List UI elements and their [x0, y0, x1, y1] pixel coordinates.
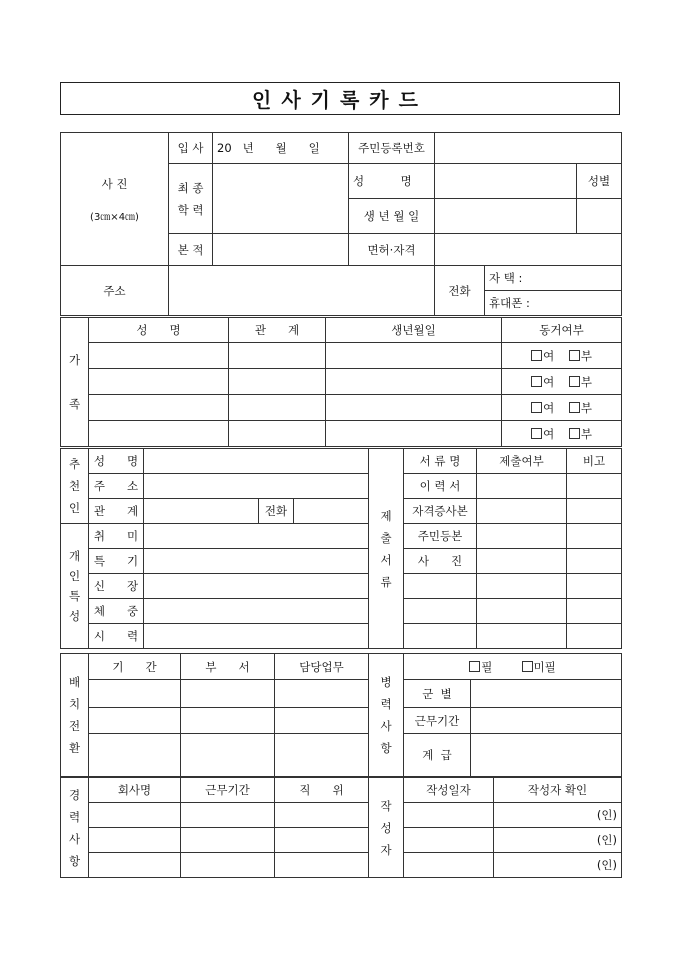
document-submitted-field[interactable]	[477, 549, 567, 574]
traits-side-label: 개 인 특 성	[61, 524, 89, 649]
trait-eyesight-label: 시 력	[89, 624, 144, 649]
document-submitted-field[interactable]	[477, 624, 567, 649]
referrer-phone-cell[interactable]	[259, 499, 369, 524]
career-position-field[interactable]	[275, 828, 369, 853]
family-header-name: 성 명	[89, 318, 229, 343]
id-number-label: 주민등록번호	[349, 133, 435, 164]
transfer-duty-field[interactable]	[275, 734, 369, 777]
referrer-side-label: 추 천 인	[61, 449, 89, 524]
cohabit-no-checkbox[interactable]	[569, 375, 592, 389]
cohabit-no-checkbox[interactable]	[569, 401, 592, 415]
checkbox-icon	[569, 428, 580, 439]
career-company-field[interactable]	[89, 803, 181, 828]
documents-header-submitted: 제출여부	[477, 449, 567, 474]
document-photo-label: 사 진	[404, 549, 477, 574]
education-field[interactable]	[213, 164, 349, 234]
writer-seal[interactable]: (인)	[494, 828, 622, 853]
checkbox-icon	[522, 661, 533, 672]
trait-hobby-label: 취 미	[89, 524, 144, 549]
career-period-field[interactable]	[181, 828, 275, 853]
cohabit-yes-label: 여	[543, 400, 555, 415]
cohabit-no-label: 부	[580, 374, 592, 389]
document-note-field[interactable]	[567, 524, 622, 549]
family-birth-field[interactable]	[326, 421, 502, 447]
checkbox-icon	[531, 428, 542, 439]
family-table	[60, 317, 622, 447]
career-row	[61, 853, 622, 878]
origin-label: 본 적	[169, 234, 213, 266]
birth-label: 생 년 월 일	[349, 199, 435, 234]
origin-field[interactable]	[213, 234, 349, 266]
cohabit-no-checkbox[interactable]	[569, 427, 592, 441]
family-row	[61, 421, 622, 447]
document-submitted-field[interactable]	[477, 599, 567, 624]
mobile-phone-label[interactable]: 휴대폰 :	[485, 291, 622, 316]
transfer-header-period: 기 간	[89, 654, 181, 680]
document-note-field[interactable]	[567, 499, 622, 524]
transfer-period-field[interactable]	[89, 734, 181, 777]
name-label: 성 명	[349, 164, 435, 199]
military-done-checkbox[interactable]	[469, 660, 492, 674]
join-date[interactable]: 20 년 월 일	[213, 133, 349, 164]
document-registry-label: 주민등본	[404, 524, 477, 549]
document-note-field[interactable]	[567, 574, 622, 599]
document-submitted-field[interactable]	[477, 574, 567, 599]
documents-header-name: 서 류 명	[404, 449, 477, 474]
military-rank-label: 계 급	[404, 734, 471, 777]
document-note-field[interactable]	[567, 624, 622, 649]
photo-label: 사 진	[101, 176, 128, 191]
family-relation-field[interactable]	[229, 395, 326, 421]
address-label: 주소	[61, 266, 169, 316]
military-branch-label: 군 별	[404, 680, 471, 708]
personal-info-table	[60, 132, 622, 316]
checkbox-icon	[531, 376, 542, 387]
family-birth-field[interactable]	[326, 369, 502, 395]
document-blank-field[interactable]	[404, 624, 477, 649]
military-not-done-label: 미필	[533, 659, 556, 674]
trait-eyesight-field[interactable]	[144, 624, 369, 649]
checkbox-icon	[569, 350, 580, 361]
writer-seal[interactable]: (인)	[494, 803, 622, 828]
career-period-field[interactable]	[181, 853, 275, 878]
checkbox-icon	[569, 376, 580, 387]
cohabit-yes-checkbox[interactable]	[531, 349, 554, 363]
family-relation-field[interactable]	[229, 343, 326, 369]
trait-skill-label: 특 기	[89, 549, 144, 574]
family-header-birth: 생년월일	[326, 318, 502, 343]
family-relation-field[interactable]	[229, 421, 326, 447]
cohabit-no-label: 부	[580, 426, 592, 441]
document-submitted-field[interactable]	[477, 474, 567, 499]
family-name-field[interactable]	[89, 421, 229, 447]
family-birth-field[interactable]	[326, 343, 502, 369]
career-header-company: 회사명	[89, 778, 181, 803]
cohabit-no-label: 부	[580, 400, 592, 415]
name-field[interactable]	[435, 164, 577, 199]
transfer-row	[61, 708, 622, 734]
referrer-address-field[interactable]	[144, 474, 369, 499]
license-label: 면허·자격	[349, 234, 435, 266]
referrer-address-label: 주 소	[89, 474, 144, 499]
checkbox-icon	[569, 402, 580, 413]
gender-label: 성별	[577, 164, 622, 199]
transfer-side-label: 배 치 전 환	[61, 654, 89, 777]
transfer-department-field[interactable]	[181, 734, 275, 777]
transfer-header-duty: 담당업무	[275, 654, 369, 680]
id-number-field[interactable]	[435, 133, 622, 164]
writer-header-confirm: 작성자 확인	[494, 778, 622, 803]
career-period-field[interactable]	[181, 803, 275, 828]
transfer-row	[61, 680, 622, 708]
referrer-phone-label: 전화	[259, 499, 294, 523]
military-period-field[interactable]	[471, 708, 622, 734]
document-submitted-field[interactable]	[477, 524, 567, 549]
document-resume-label: 이 력 서	[404, 474, 477, 499]
military-rank-field[interactable]	[471, 734, 622, 777]
referrer-relation-label: 관 계	[89, 499, 144, 524]
trait-weight-field[interactable]	[144, 599, 369, 624]
career-row	[61, 828, 622, 853]
career-position-field[interactable]	[275, 853, 369, 878]
military-period-label: 근무기간	[404, 708, 471, 734]
join-label: 입 사	[169, 133, 213, 164]
transfer-department-field[interactable]	[181, 680, 275, 708]
referrer-relation-field[interactable]	[144, 499, 259, 524]
birth-field[interactable]	[435, 199, 577, 234]
military-branch-field[interactable]	[471, 680, 622, 708]
phone-label: 전화	[435, 266, 485, 316]
document-blank-field[interactable]	[404, 574, 477, 599]
writer-date-field[interactable]	[404, 828, 494, 853]
referrer-name-label: 성 명	[89, 449, 144, 474]
transfer-department-field[interactable]	[181, 708, 275, 734]
transfer-row	[61, 734, 622, 777]
writer-date-field[interactable]	[404, 853, 494, 878]
document-note-field[interactable]	[567, 599, 622, 624]
career-side-label: 경 력 사 항	[61, 778, 89, 878]
cohabit-yes-label: 여	[543, 374, 555, 389]
family-row	[61, 343, 622, 369]
writer-side-label: 작 성 자	[369, 778, 404, 878]
checkbox-icon	[531, 402, 542, 413]
document-license-label: 자격증사본	[404, 499, 477, 524]
military-status-cell	[404, 654, 622, 680]
cohabit-yes-checkbox[interactable]	[531, 401, 554, 415]
cohabit-no-checkbox[interactable]	[569, 349, 592, 363]
documents-header-note: 비고	[567, 449, 622, 474]
cohabit-yes-checkbox[interactable]	[531, 427, 554, 441]
home-phone-label[interactable]: 자 택 :	[485, 266, 622, 291]
cohabit-yes-checkbox[interactable]	[531, 375, 554, 389]
cohabit-yes-label: 여	[543, 426, 555, 441]
transfer-period-field[interactable]	[89, 708, 181, 734]
photo-size: (3㎝×4㎝)	[90, 211, 139, 223]
trait-weight-label: 체 중	[89, 599, 144, 624]
family-side-label: 가 족	[61, 318, 89, 447]
trait-height-field[interactable]	[144, 574, 369, 599]
checkbox-icon	[469, 661, 480, 672]
family-row	[61, 369, 622, 395]
family-name-field[interactable]	[89, 369, 229, 395]
document-note-field[interactable]	[567, 549, 622, 574]
trait-hobby-field[interactable]	[144, 524, 369, 549]
family-name-field[interactable]	[89, 395, 229, 421]
gender-field[interactable]	[577, 199, 622, 234]
military-not-done-checkbox[interactable]	[522, 660, 556, 674]
writer-header-date: 작성일자	[404, 778, 494, 803]
writer-date-field[interactable]	[404, 803, 494, 828]
cohabit-yes-label: 여	[543, 348, 555, 363]
transfer-duty-field[interactable]	[275, 680, 369, 708]
transfer-header-department: 부 서	[181, 654, 275, 680]
career-company-field[interactable]	[89, 853, 181, 878]
document-note-field[interactable]	[567, 474, 622, 499]
family-header-relation: 관 계	[229, 318, 326, 343]
trait-skill-field[interactable]	[144, 549, 369, 574]
referrer-documents-table	[60, 448, 622, 649]
documents-side-label: 제 출 서 류	[369, 449, 404, 649]
checkbox-icon	[531, 350, 542, 361]
family-row	[61, 395, 622, 421]
writer-seal[interactable]: (인)	[494, 853, 622, 878]
trait-height-label: 신 장	[89, 574, 144, 599]
family-birth-field[interactable]	[326, 395, 502, 421]
career-company-field[interactable]	[89, 828, 181, 853]
career-writer-table	[60, 777, 622, 878]
referrer-name-field[interactable]	[144, 449, 369, 474]
military-done-label: 필	[481, 659, 493, 674]
family-header-cohabit: 동거여부	[502, 318, 622, 343]
transfer-period-field[interactable]	[89, 680, 181, 708]
career-header-position: 직 위	[275, 778, 369, 803]
transfer-military-table	[60, 653, 622, 777]
document-blank-field[interactable]	[404, 599, 477, 624]
address-field[interactable]	[169, 266, 435, 316]
photo-box[interactable]	[61, 133, 169, 266]
family-relation-field[interactable]	[229, 369, 326, 395]
document-submitted-field[interactable]	[477, 499, 567, 524]
family-name-field[interactable]	[89, 343, 229, 369]
transfer-duty-field[interactable]	[275, 708, 369, 734]
career-header-period: 근무기간	[181, 778, 275, 803]
career-position-field[interactable]	[275, 803, 369, 828]
military-side-label: 병 력 사 항	[369, 654, 404, 777]
document-title: 인사기록카드	[252, 88, 428, 112]
career-row	[61, 803, 622, 828]
license-field[interactable]	[435, 234, 622, 266]
cohabit-no-label: 부	[580, 348, 592, 363]
document-title-box	[60, 82, 620, 115]
education-label: 최 종 학 력	[169, 164, 213, 234]
